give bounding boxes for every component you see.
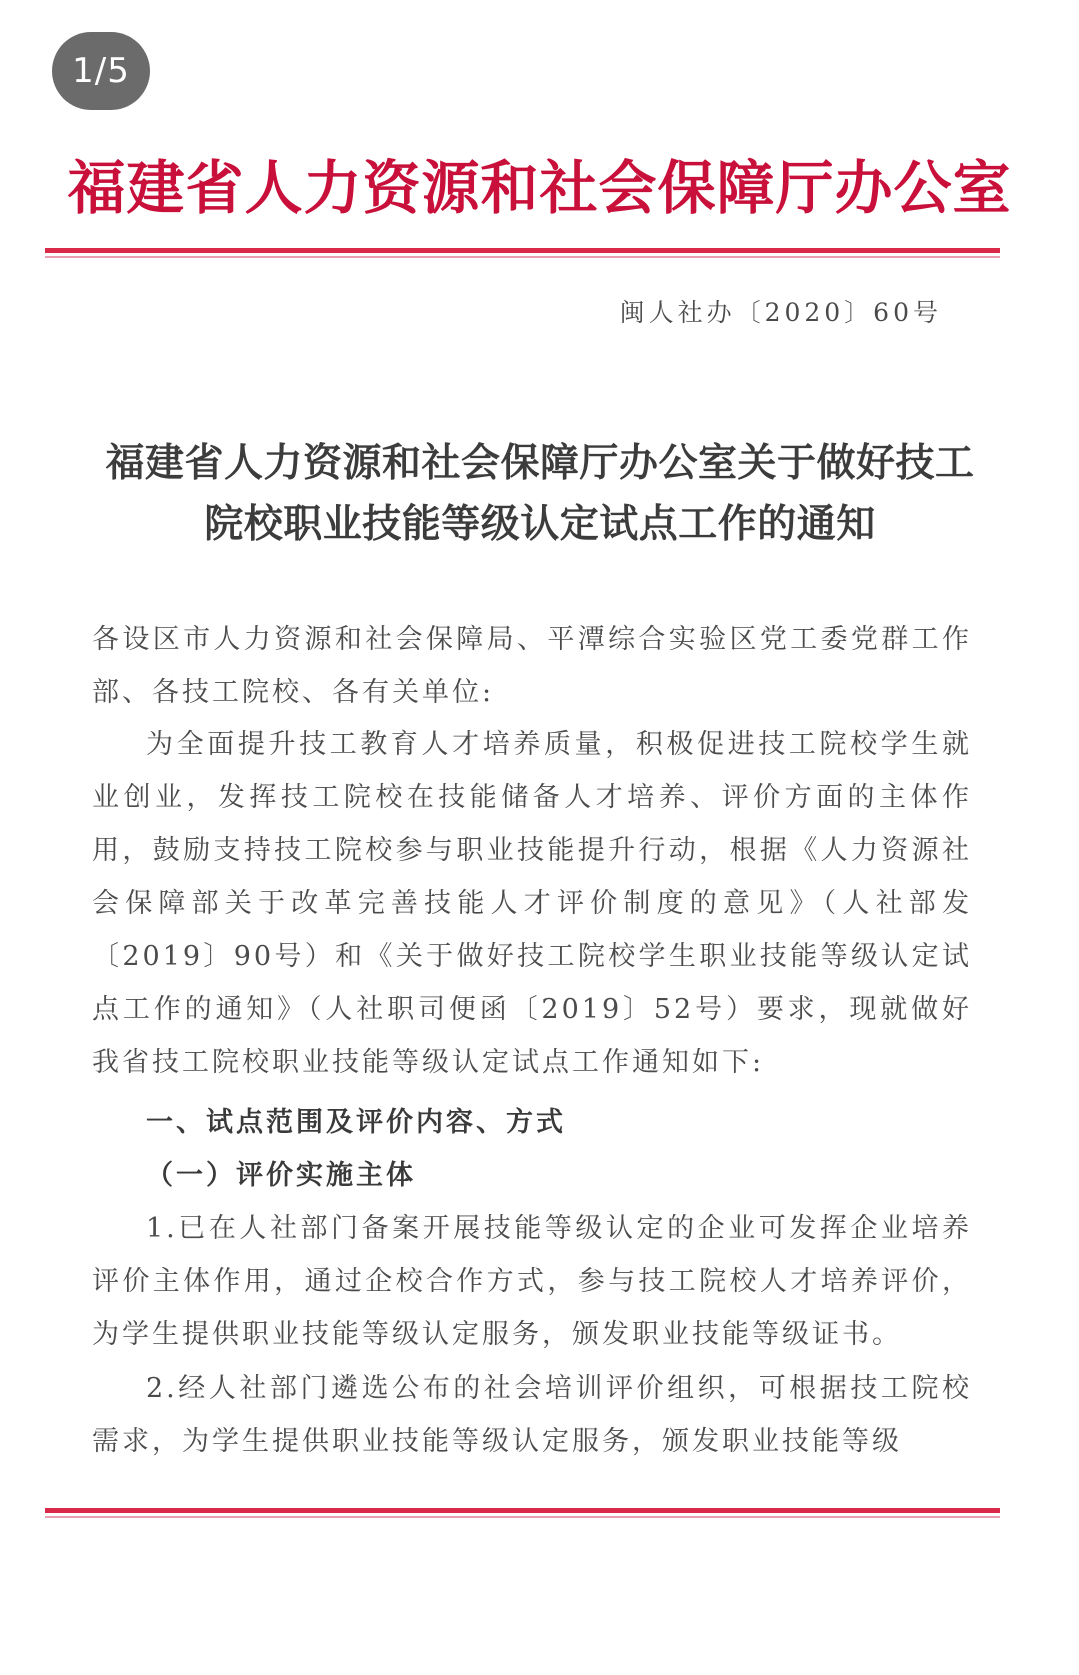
- masthead-divider-top: [45, 248, 1000, 253]
- intro-paragraph: 为全面提升技工教育人才培养质量，积极促进技工院校学生就业创业，发挥技工院校在技能储备人才培养、评价方面的主体作用，鼓励支持技工院校参与职业技能提升行动，根据《人力资源社会保障部关于改革完善技能人才评价制度的意见》（人社部发〔2019〕90号）和《关于做好技工院校学生职业技能等级认定试点工作的通知》（人社职司便函〔2019〕52号）要求，现就做好我省技工院校职业技能等级认定试点工作通知如下:: [92, 729, 972, 1078]
- issuing-authority-masthead: 福建省人力资源和社会保障厅办公室: [67, 154, 1012, 222]
- addressee-line: 各设区市人力资源和社会保障局、平潭综合实验区党工委党群工作部、各技工院校、各有关单位:: [92, 624, 972, 708]
- document-number: 闽人社办〔2020〕60号: [619, 298, 942, 327]
- document-title: 福建省人力资源和社会保障厅办公室关于做好技工院校职业技能等级认定试点工作的通知: [105, 440, 975, 547]
- page-divider-bottom: [45, 1508, 1000, 1513]
- list-item-1: 1.已在人社部门备案开展技能等级认定的企业可发挥企业培养评价主体作用，通过企校合作方式，参与技工院校人才培养评价，为学生提供职业技能等级认定服务，颁发职业技能等级证书。: [92, 1213, 972, 1350]
- page-counter-badge: 1/5: [52, 32, 150, 110]
- section-heading: 一、试点范围及评价内容、方式: [146, 1107, 566, 1138]
- list-item-2: 2.经人社部门遴选公布的社会培训评价组织，可根据技工院校需求，为学生提供职业技能等级认定服务，颁发职业技能等级: [92, 1373, 972, 1457]
- subsection-heading: （一）评价实施主体: [146, 1160, 416, 1191]
